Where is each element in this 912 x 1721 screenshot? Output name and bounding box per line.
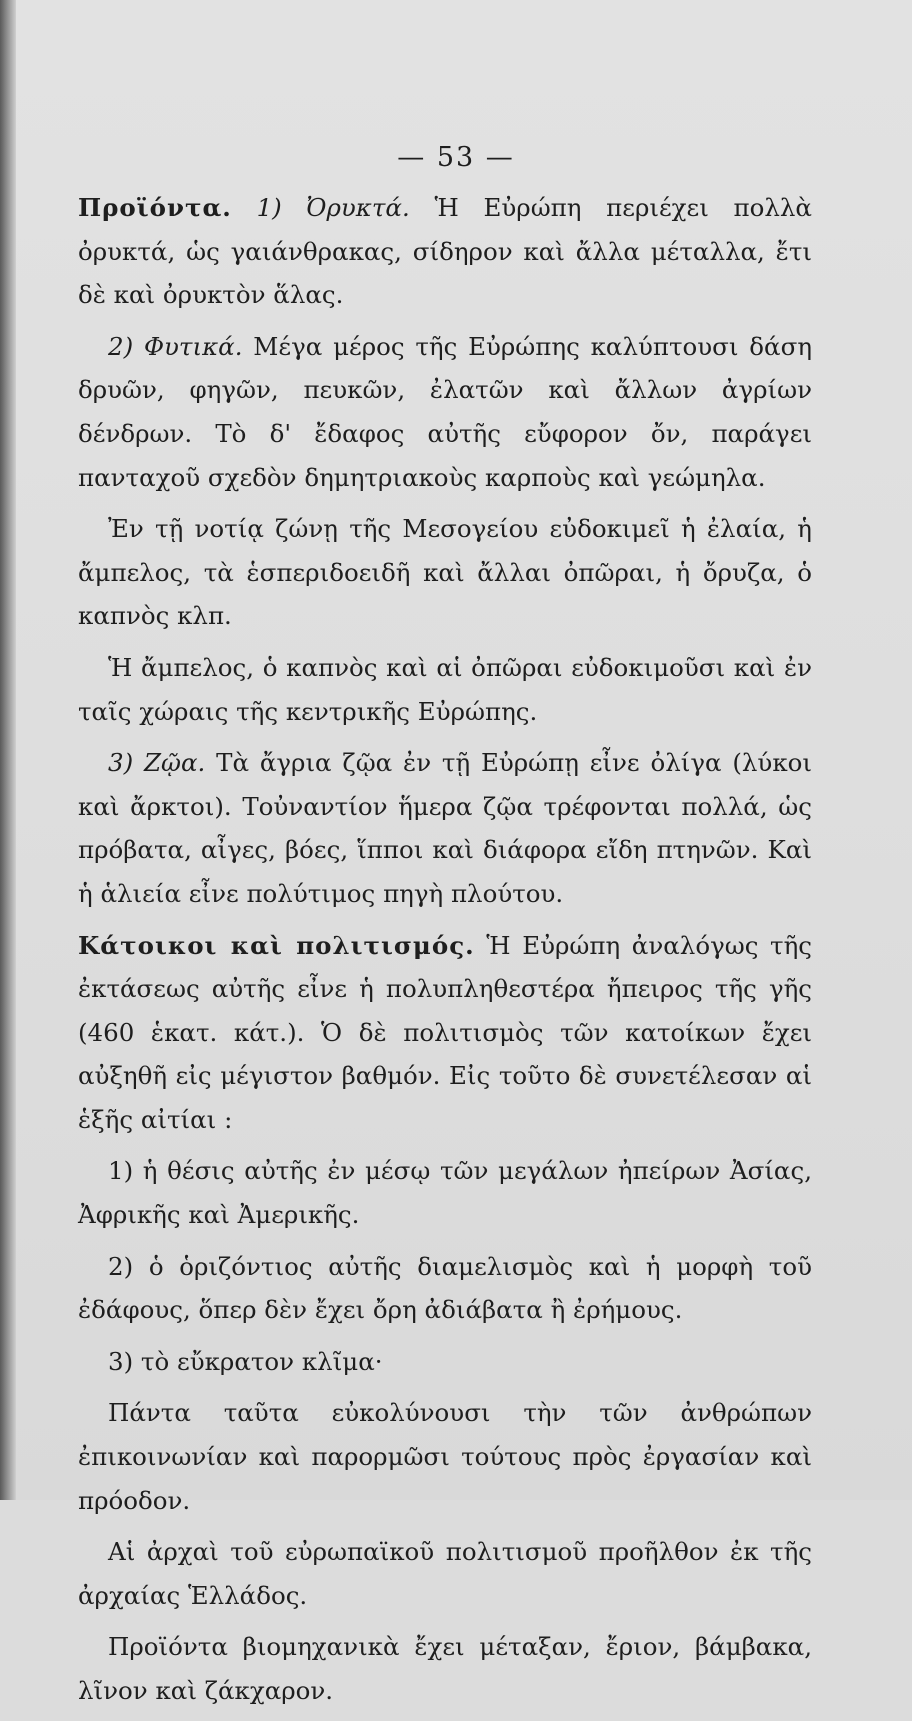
paragraph-text: Ἡ Εὐρώπη περιέχει πολλὰ ὀρυκτά, ὡς γαιάνθρακας, σίδηρον καὶ ἄλλα μέταλλα, ἔτι δὲ καὶ ὀρυκτὸν ἅλας.: [78, 193, 812, 310]
paragraph-text: 3) τὸ εὔκρατον κλῖμα·: [108, 1346, 383, 1376]
paragraph-inhabitants: [78, 924, 812, 1142]
paragraph-industrial-products: [78, 1625, 812, 1712]
paragraph-ancient-greece: [78, 1530, 812, 1617]
paragraph-text: Ἡ Εὐρώπη ἀναλόγως τῆς ἐκτάσεως αὐτῆς εἶνε ἡ πολυπληθεστέρα ἤπειρος τῆς γῆς (460 ἑκατ. κάτ.). Ὁ δὲ πολιτισμὸς τῶν κατοίκων ἔχει αὐξηθῆ εἰς μέγιστον βαθμόν. Εἰς τοῦτο δὲ συνετέλεσαν αἱ ἑξῆς αἰτίαι :: [78, 930, 812, 1134]
paragraph-mediterranean: [78, 507, 812, 638]
paragraph-text: Αἱ ἀρχαὶ τοῦ εὐρωπαϊκοῦ πολιτισμοῦ προῆλθον ἐκ τῆς ἀρχαίας Ἑλλάδος.: [78, 1537, 812, 1610]
paragraph-text: 1) ἡ θέσις αὐτῆς ἐν μέσῳ τῶν μεγάλων ἠπείρων Ἀσίας, Ἀφρικῆς καὶ Ἀμερικῆς.: [78, 1156, 812, 1230]
section-heading-products: Προϊόντα.: [78, 193, 232, 222]
paragraph-central-europe: [78, 646, 812, 733]
paragraph-plants: [78, 325, 812, 499]
binding-edge: [0, 0, 16, 1500]
paragraph-products-minerals: [78, 186, 812, 317]
paragraph-text: 2) ὁ ὁριζόντιος αὐτῆς διαμελισμὸς καὶ ἡ μορφὴ τοῦ ἐδάφους, ὅπερ δὲν ἔχει ὄρη ἀδιάβατα ἢ ἐρήμους.: [78, 1251, 812, 1325]
subheading-plants: 2) Φυτικά.: [108, 331, 243, 361]
subheading-animals: 3) Ζῷα.: [108, 748, 206, 778]
paragraph-text: Ἐν τῇ νοτίᾳ ζώνῃ τῆς Μεσογείου εὐδοκιμεῖ ἡ ἐλαία, ἡ ἄμπελος, τὰ ἑσπεριδοειδῆ καὶ ἄλλαι ὀπῶραι, ἡ ὄρυζα, ὁ καπνὸς κλπ.: [78, 514, 812, 631]
paragraph-animals: [78, 741, 812, 915]
paragraph-communication: [78, 1391, 812, 1522]
paragraph-text: Μέγα μέρος τῆς Εὐρώπης καλύπτουσι δάση δρυῶν, φηγῶν, πευκῶν, ἐλατῶν καὶ ἄλλων ἀγρίων δένδρων. Τὸ δ' ἔδαφος αὐτῆς εὔφορον ὄν, παράγει πανταχοῦ σχεδὸν δημητριακοὺς καρποὺς καὶ γεώμηλα.: [78, 331, 812, 492]
page-number: — 53 —: [397, 142, 515, 173]
paragraph-text: Τὰ ἄγρια ζῷα ἐν τῇ Εὐρώπῃ εἶνε ὀλίγα (λύκοι καὶ ἄρκτοι). Τοὐναντίον ἥμερα ζῷα τρέφονται πολλά, ὡς πρόβατα, αἶγες, βόες, ἵπποι καὶ διάφορα εἴδη πτηνῶν. Καὶ ἡ ἁλιεία εἶνε πολύτιμος πηγὴ πλούτου.: [78, 748, 812, 908]
paragraph-text: Προϊόντα βιομηχανικὰ ἔχει μέταξαν, ἔριον, βάμβακα, λῖνον καὶ ζάκχαρον.: [78, 1632, 812, 1705]
paragraph-reason-2: [78, 1245, 812, 1332]
paragraph-text: Πάντα ταῦτα εὐκολύνουσι τὴν τῶν ἀνθρώπων ἐπικοινωνίαν καὶ παρορμῶσι τούτους πρὸς ἐργασίαν καὶ πρόοδον.: [78, 1398, 812, 1515]
paragraph-reason-3: [78, 1340, 812, 1384]
text-body: [78, 186, 812, 1721]
section-heading-inhabitants: Κάτοικοι καὶ πολιτισμός.: [78, 930, 475, 960]
paragraph-reason-1: [78, 1149, 812, 1236]
subheading-minerals: 1) Ὀρυκτά.: [256, 193, 410, 222]
paragraph-text: Ἡ ἄμπελος, ὁ καπνὸς καὶ αἱ ὀπῶραι εὐδοκιμοῦσι καὶ ἐν ταῖς χώραις τῆς κεντρικῆς Εὐρώπης.: [78, 652, 812, 726]
